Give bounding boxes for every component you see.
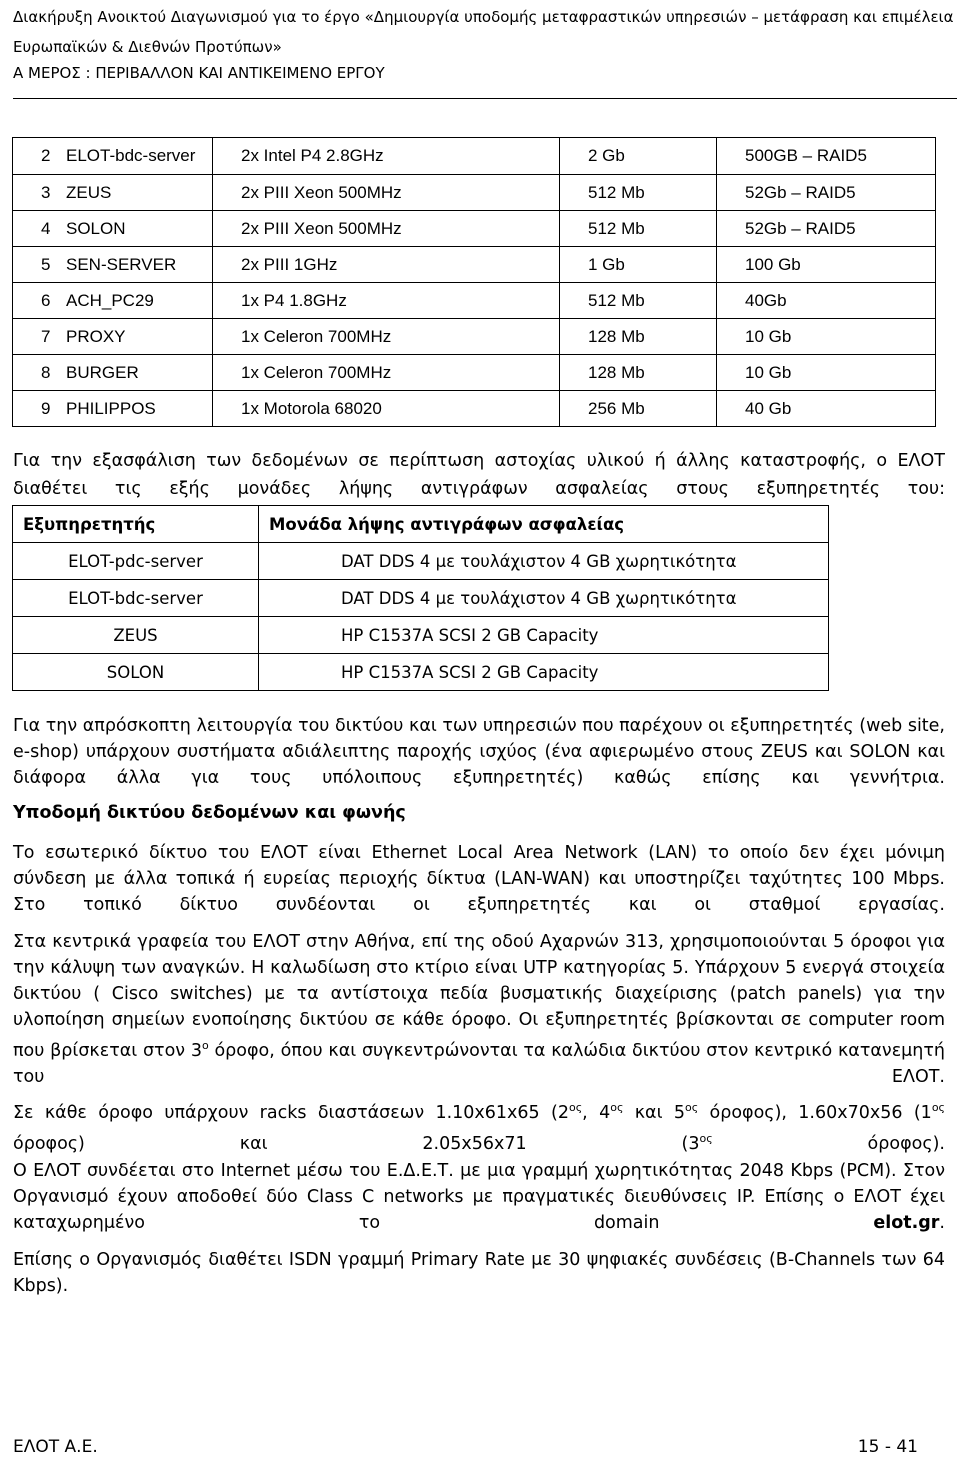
footer-org: ΕΛΟΤ Α.Ε.	[13, 1437, 98, 1457]
backup-server: ZEUS	[13, 617, 259, 654]
server-cpu: 1x Celeron 700MHz	[213, 319, 560, 355]
domain-name: elot.gr	[873, 1213, 940, 1233]
page-header	[13, 0, 957, 99]
server-index: 8	[13, 355, 67, 391]
server-index: 4	[13, 211, 67, 247]
server-ram: 128 Mb	[560, 355, 717, 391]
server-disk: 52Gb – RAID5	[717, 211, 936, 247]
server-ram: 128 Mb	[560, 319, 717, 355]
server-name: PROXY	[66, 319, 213, 355]
server-row	[13, 391, 936, 427]
server-ram: 512 Mb	[560, 283, 717, 319]
server-disk: 500GB – RAID5	[717, 138, 936, 175]
isdn-paragraph: Επίσης ο Οργανισμός διαθέτει ISDN γραμμή Primary Rate με 30 ψηφιακές συνδέσεις (B-Channels των 64 Kbps).	[13, 1250, 945, 1296]
server-name: PHILIPPOS	[66, 391, 213, 427]
backup-server: ELOT-bdc-server	[13, 580, 259, 617]
server-row	[13, 211, 936, 247]
server-name: SEN-SERVER	[66, 247, 213, 283]
backup-server: ELOT-pdc-server	[13, 543, 259, 580]
server-index: 9	[13, 391, 67, 427]
footer-page-number: 15 - 41	[857, 1437, 918, 1457]
server-cpu: 1x Celeron 700MHz	[213, 355, 560, 391]
server-row	[13, 138, 936, 175]
racks-paragraph: Σε κάθε όροφο υπάρχουν racks διαστάσεων 1.10x61x65 ($2^{o\varsigma}$, $4^{o\varsigma}$ και $5^{o\varsigma}$ όροφος), 1.60x70x56 ($1^{o\varsigma}$ όροφος) και 2.05x56x71 ($3^{o\varsigma}$ όροφος).	[13, 1101, 946, 1154]
server-cpu: 2x PIII Xeon 500MHz	[213, 175, 560, 211]
backup-row	[13, 654, 829, 691]
server-index: 6	[13, 283, 67, 319]
server-row	[13, 283, 936, 319]
backup-device: HP C1537A SCSI 2 GB Capacity	[259, 654, 829, 691]
lan-paragraph: Το εσωτερικό δίκτυο του ΕΛΟΤ είναι Ethernet Local Area Network (LAN) το οποίο δεν έχει μόνιμη σύνδεση με άλλα τοπικά ή ευρείας περιοχής δίκτυα (LAN-WAN) και υποστηρίζει ταχύτητες 100 Mbps. Στο τοπικό δίκτυο συνδέονται οι εξυπηρετητές και οι σταθμοί εργασίας.	[13, 843, 945, 915]
offices-paragraph: Στα κεντρικά γραφεία του ΕΛΟΤ στην Αθήνα, επί της οδού Αχαρνών 313, χρησιμοποιούνται 5 όροφοι για την κάλυψη των αναγκών. Η καλωδίωση στο κτίριο είναι UTP κατηγορίας 5. Υπάρχουν 5 ενεργά στοιχεία δικτύου ( Cisco switches) με τα αντίστοιχα πεδία βυσματικής διαχείρισης (patch panels) για την υλοποίηση σημείων ενοποίησης δικτύου σε κάθε όροφο. Οι εξυπηρετητές βρίσκονται σε computer room που βρίσκεται στον $3^o$ όροφο, όπου και συγκεντρώνονται τα καλώδια δικτύου στον κεντρικό κατανεμητή του ΕΛΟΤ.	[13, 932, 945, 1087]
server-row	[13, 247, 936, 283]
section-title: Α ΜΕΡΟΣ : ΠΕΡΙΒΑΛΛΟΝ ΚΑΙ ΑΝΤΙΚΕΙΜΕΝΟ ΕΡΓΟΥ	[13, 64, 385, 82]
server-disk: 10 Gb	[717, 319, 936, 355]
server-row	[13, 175, 936, 211]
server-index: 7	[13, 319, 67, 355]
server-index: 2	[13, 138, 67, 175]
server-cpu: 1x P4 1.8GHz	[213, 283, 560, 319]
backup-header-row	[13, 506, 829, 543]
server-cpu: 2x Intel P4 2.8GHz	[213, 138, 560, 175]
server-name: BURGER	[66, 355, 213, 391]
server-index: 3	[13, 175, 67, 211]
server-cpu: 2x PIII 1GHz	[213, 247, 560, 283]
server-row	[13, 355, 936, 391]
server-disk: 52Gb – RAID5	[717, 175, 936, 211]
server-index: 5	[13, 247, 67, 283]
backup-col-unit: Μονάδα λήψης αντιγράφων ασφαλείας	[259, 506, 829, 543]
server-ram: 1 Gb	[560, 247, 717, 283]
backup-row	[13, 543, 829, 580]
server-disk: 10 Gb	[717, 355, 936, 391]
servers-table	[12, 137, 936, 427]
ups-paragraph: Για την απρόσκοπτη λειτουργία του δικτύου και των υπηρεσιών που παρέχουν οι εξυπηρετητές (web site, e-shop) υπάρχουν συστήματα αδιάλειπτης παροχής ισχύος (ένα αφιερωμένο στους ZEUS και SOLON και διάφορα άλλα για τους υπόλοιπους εξυπηρετητές) καθώς επίσης και γεννήτρια.	[13, 716, 945, 788]
server-name: ZEUS	[66, 175, 213, 211]
server-disk: 40 Gb	[717, 391, 936, 427]
backup-row	[13, 580, 829, 617]
server-disk: 40Gb	[717, 283, 936, 319]
network-heading: Υποδομή δικτύου δεδομένων και φωνής	[13, 803, 406, 823]
backup-table	[12, 505, 829, 691]
server-name: ELOT-bdc-server	[66, 138, 213, 175]
backup-device: DAT DDS 4 με τουλάχιστον 4 GB χωρητικότητα	[259, 580, 829, 617]
server-name: ACH_PC29	[66, 283, 213, 319]
document-title: Διακήρυξη Ανοικτού Διαγωνισμού για το έργο «Δημιουργία υποδομής μεταφραστικών υπηρεσιών – μετάφραση και επιμέλεια Ευρωπαϊκών & Διεθνών Προτύπων»	[13, 8, 954, 56]
backup-device: HP C1537A SCSI 2 GB Capacity	[259, 617, 829, 654]
backup-device: DAT DDS 4 με τουλάχιστον 4 GB χωρητικότητα	[259, 543, 829, 580]
server-disk: 100 Gb	[717, 247, 936, 283]
server-ram: 256 Mb	[560, 391, 717, 427]
server-cpu: 1x Motorola 68020	[213, 391, 560, 427]
backup-server: SOLON	[13, 654, 259, 691]
internet-paragraph: Ο ΕΛΟΤ συνδέεται στο Internet μέσω του Ε.Δ.Ε.Τ. με μια γραμμή χωρητικότητας 2048 Kbps (PCM). Στον Οργανισμό έχουν αποδοθεί δύο Class C networks με πραγματικές διευθύνσεις IP. Επίσης ο ΕΛΟΤ έχει καταχωρημένο το domain elot.gr.	[13, 1161, 945, 1233]
backup-row	[13, 617, 829, 654]
backup-intro: Για την εξασφάλιση των δεδομένων σε περίπτωση αστοχίας υλικού ή άλλης καταστροφής, ο ΕΛΟΤ διαθέτει τις εξής μονάδες λήψης αντιγράφων ασφαλείας στους εξυπηρετητές του:	[13, 451, 945, 499]
server-cpu: 2x PIII Xeon 500MHz	[213, 211, 560, 247]
server-ram: 512 Mb	[560, 211, 717, 247]
backup-col-server: Εξυπηρετητής	[13, 506, 259, 543]
server-ram: 2 Gb	[560, 138, 717, 175]
server-ram: 512 Mb	[560, 175, 717, 211]
server-name: SOLON	[66, 211, 213, 247]
server-row	[13, 319, 936, 355]
